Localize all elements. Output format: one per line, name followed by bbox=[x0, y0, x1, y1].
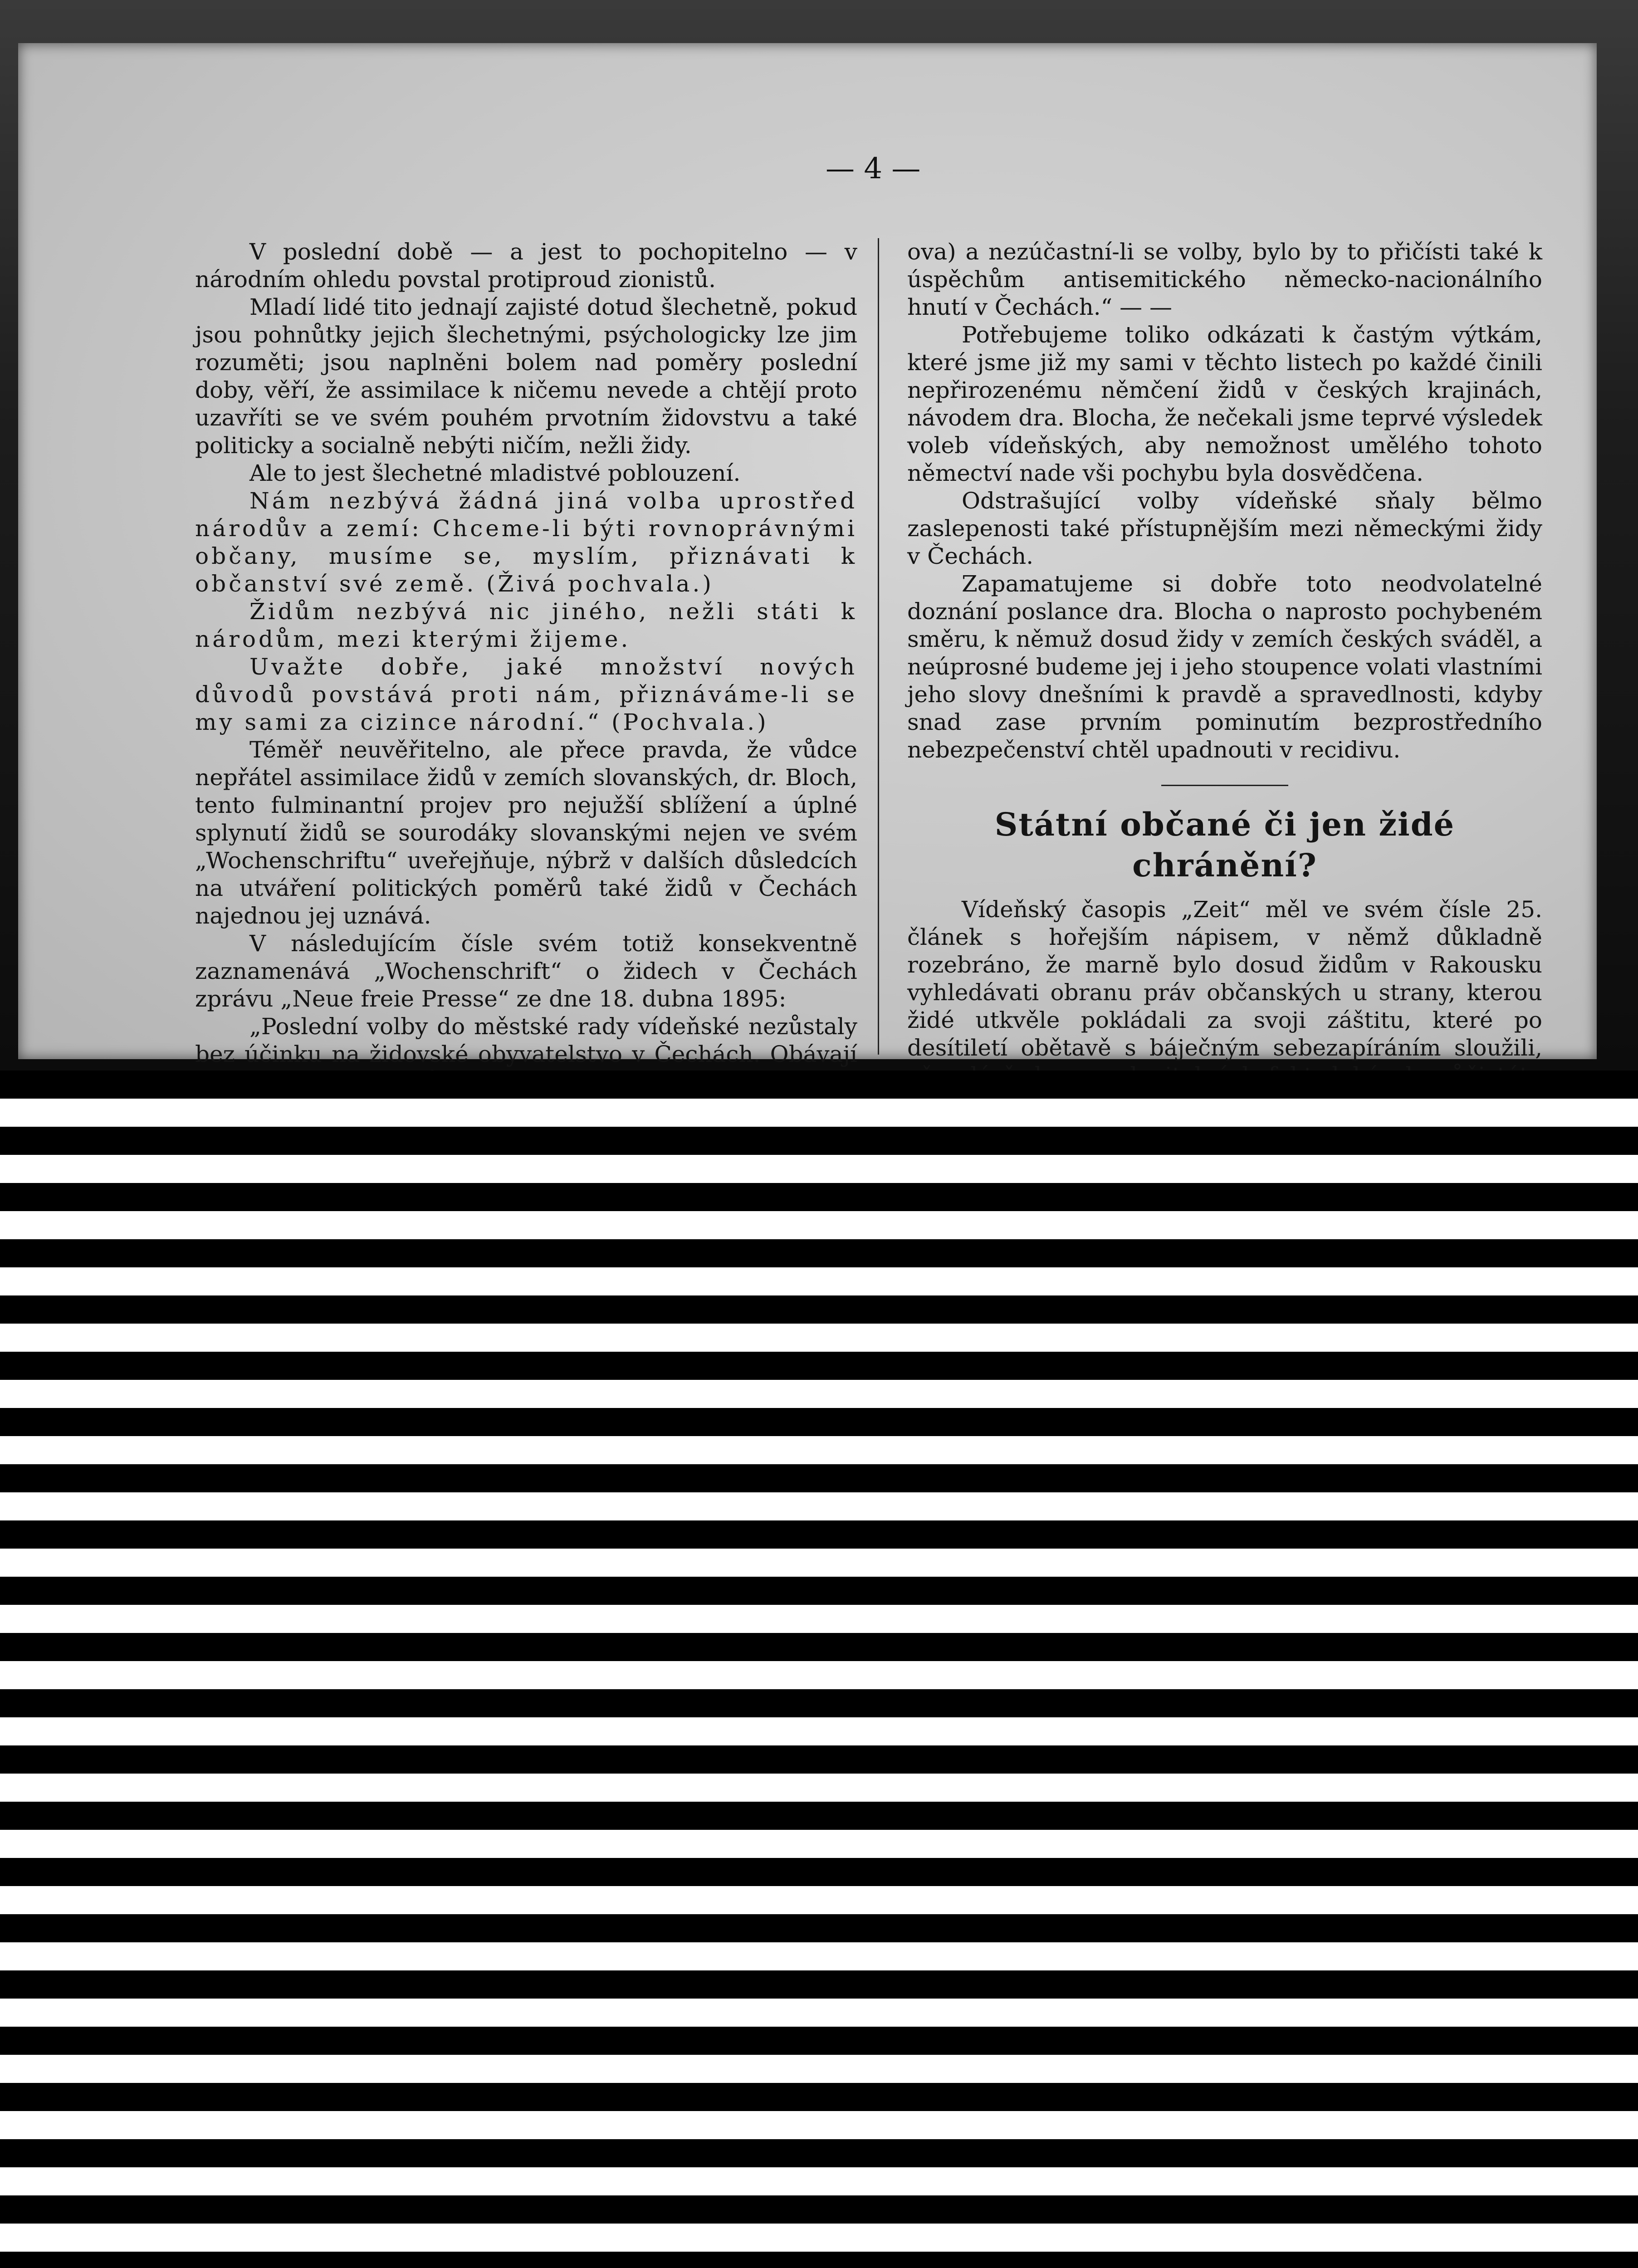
left-column bbox=[195, 238, 857, 1096]
paragraph: ova) a nezúčastní-li se volby, bylo by to přičísti také k úspěchům antisemitického německo-nacionálního hnutí v Čechách.“ — — bbox=[907, 239, 1542, 320]
paragraph: V následujícím čísle svém totiž konsekventně zaznamenává „Wochenschrift“ o židech v Čechách zprávu „Neue freie Presse“ ze dne 18. dubna 1895: bbox=[195, 930, 857, 1012]
paragraph: Téměř neuvěřitelno, ale přece pravda, že vůdce nepřátel assimilace židů v zemích slovanských, dr. Bloch, tento fulminantní projev pro nejužší sblížení a úplné splynutí židů se sourodáky slovanskými nejen ve svém „Wochenschriftu“ uveřejňuje, nýbrž v dalších důsledcích na utváření politických poměrů také židů v Čechách najednou jej uznává. bbox=[195, 737, 857, 929]
column-divider bbox=[878, 238, 879, 1055]
paragraph: Uvažte dobře, jaké množství nových důvodů povstává proti nám, přiznáváme-li se my sami za cizince národní.“ (Pochvala.) bbox=[195, 654, 857, 735]
section-heading: Státní občané či jen židé chránění? bbox=[994, 806, 1455, 884]
paragraph: Vídeňský časopis „Zeit“ měl ve svém čísle 25. článek s hořejším nápisem, v němž důkladně rozebráno, že marně bylo dosud židům v Rakousku vyhledávati obranu práv občanských u strany, kterou židé utkvěle pokládali za svoji záštitu, které po desítiletí obětavě s báječným sebezapíráním sloužili, bbox=[907, 896, 1542, 1061]
paragraph: Zapamatujeme si dobře toto neodvolatelné doznání poslance dra. Blocha o naprosto pochybeném směru, k němuž dosud židy v zemích českých sváděl, a neúprosné budeme jej i jeho stoupence volati vlastními jeho slovy dnešními k pravdě a spravedlnosti, kdyby snad zase prvním pominutím bezprostředního nebezpečenství chtěl upadnouti v recidivu. bbox=[907, 571, 1542, 763]
paragraph: „Poslední volby do městské rady vídeňské nezůstaly bez účinku na židovské obyvatelstvo v Čechách. Obávají bbox=[195, 1013, 857, 1067]
paragraph: Židům nezbývá nic jiného, nežli státi k národům, mezi kterými žijeme. bbox=[195, 598, 857, 652]
paragraph: Ale to jest šlechetné mladistvé poblouzení. bbox=[249, 460, 741, 486]
paragraph: Mladí lidé tito jednají zajisté dotud šlechetně, pokud jsou pohnůtky jejich šlechetnými, psýchologicky lze jim rozuměti; jsou naplněni bolem nad poměry poslední doby, věří, že assimilace k ničemu nevede a chtějí proto uzavříti se ve svém pouhém prvotním židovstvu a také politicky a socialně nebýti ničím, nežli židy. bbox=[195, 294, 857, 459]
scan-calibration-stripes bbox=[0, 1070, 1638, 2268]
right-column bbox=[907, 238, 1542, 1173]
newspaper-page bbox=[18, 43, 1597, 1067]
paragraph: Odstrašující volby vídeňské sňaly bělmo zaslepenosti také přístupnějším mezi německými židy v Čechách. bbox=[907, 488, 1542, 569]
paragraph: Potřebujeme toliko odkázati k častým výtkám, které jsme již my sami v těchto listech po každé činili nepřirozenému němčení židů v českých krajinách, návodem dra. Blocha, že nečekali jsme teprvé výsledek voleb vídeňských, aby nemožnost umělého tohoto němectví nade vši pochybu byla dosvědčena. bbox=[907, 322, 1542, 486]
paragraph: V poslední době — a jest to pochopitelno — v národním ohledu povstal protiproud zionistů. bbox=[195, 239, 857, 293]
paragraph: Nám nezbývá žádná jiná volba uprostřed národův a zemí: Chceme-li býti rovnoprávnými občany, musíme se, myslím, přiznávati k občanství své země. (Živá pochvala.) bbox=[195, 488, 857, 597]
page-number: — 4 — bbox=[826, 152, 921, 186]
section-rule bbox=[1161, 785, 1288, 786]
